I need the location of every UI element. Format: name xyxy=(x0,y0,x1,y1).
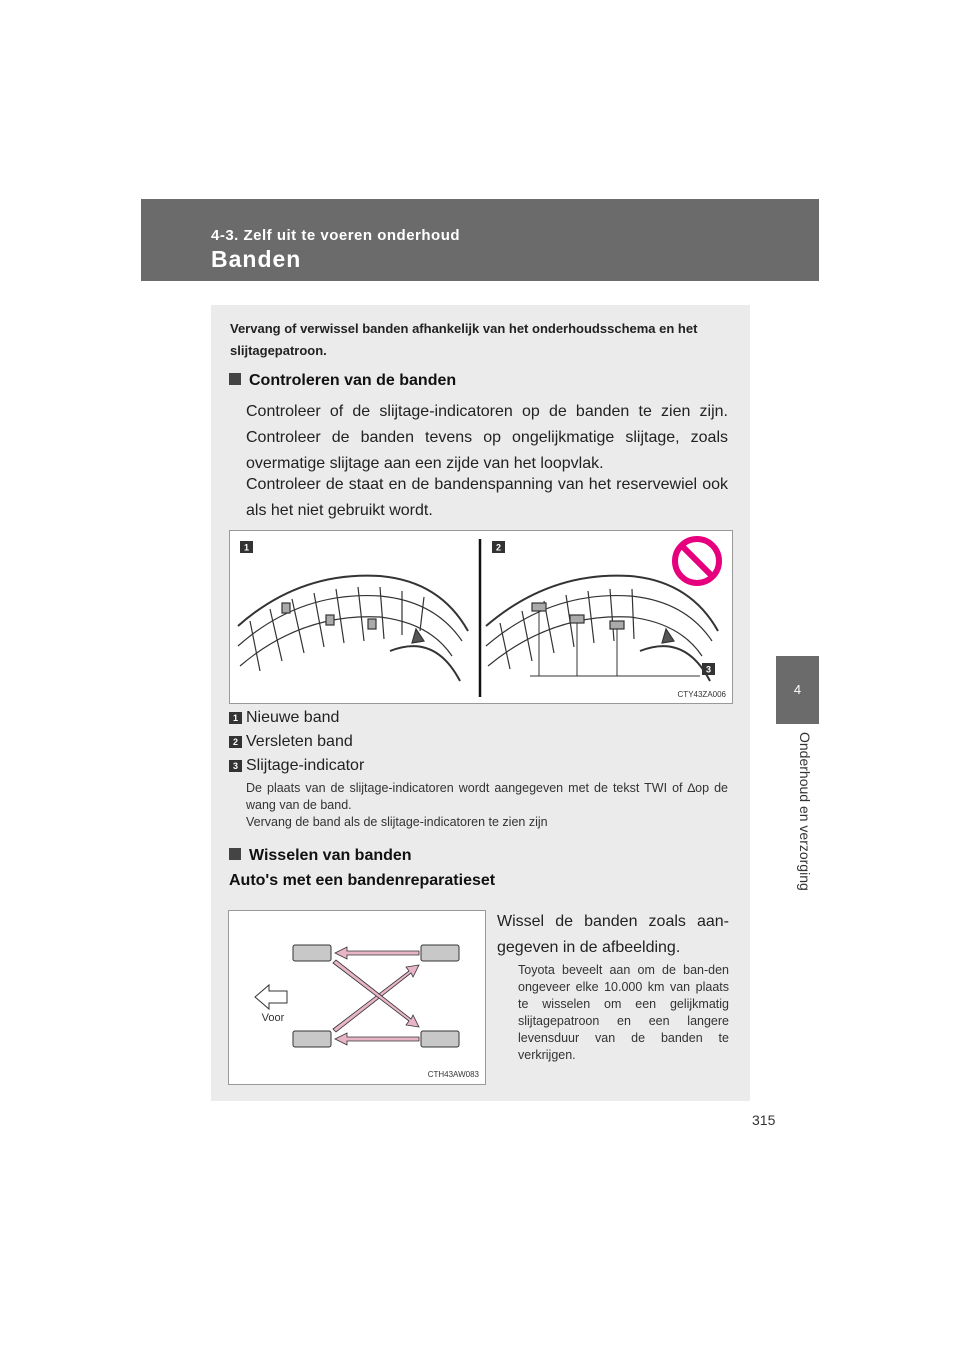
bullet-square-icon xyxy=(229,848,241,860)
front-arrow-icon xyxy=(255,985,287,1009)
tyre-wear-figure xyxy=(229,530,733,704)
heading-rotate-tyres xyxy=(229,847,412,865)
legend-new-tyre: Nieuwe band xyxy=(246,709,340,726)
page-title: Banden xyxy=(211,246,302,272)
heading-text: Wisselen van banden xyxy=(249,847,412,864)
wear-indicator-note xyxy=(246,780,728,831)
legend-wear-indicator: Slijtage-indicator xyxy=(246,757,365,774)
tyre-illustration xyxy=(230,531,732,703)
bullet-square-icon xyxy=(229,373,241,385)
badge-3-label: 3 xyxy=(705,664,712,675)
rotation-diagram xyxy=(229,911,485,1084)
chapter-side-label: Onderhoud en verzorging xyxy=(797,732,813,891)
note-line-1: De plaats van de slijtage-indicatoren wordt aangegeven met de tekst TWI of ∆op de wang van de band. xyxy=(246,781,728,812)
badge-2-label: 2 xyxy=(495,542,502,553)
front-label: Voor xyxy=(261,1012,285,1024)
chapter-tab: 4 xyxy=(776,656,819,724)
figure-code: CTY43ZA006 xyxy=(677,690,726,699)
intro-text: Vervang of verwissel banden afhankelijk van het onderhoudsschema en het slijtagepatroon. xyxy=(230,321,698,358)
rotation-arrow-icon xyxy=(333,947,419,1045)
new-tyre-icon xyxy=(238,576,468,681)
figure-code: CTH43AW083 xyxy=(427,1070,479,1079)
rotate-recommendation: Toyota beveelt aan om de ban-den ongeveer elke 10.000 km van plaats te wisselen om een gelijkmatig slijtagepatroon en een langere levensduur van de banden te verkrijgen. xyxy=(518,963,729,1062)
legend-badge-2: 2 xyxy=(229,736,242,748)
paragraph-spare: Controleer de staat en de bandenspanning van het reservewiel ook als het niet gebruikt wordt. xyxy=(246,476,728,519)
section-title: 4-3. Zelf uit te voeren onderhoud xyxy=(211,227,461,244)
badge-1-label: 1 xyxy=(243,542,250,553)
note-line-2: Vervang de band als de slijtage-indicatoren te zien zijn xyxy=(246,815,548,829)
paragraph-check: Controleer of de slijtage-indicatoren op de banden te zien zijn. Controleer de banden tevens op ongelijkmatige slijtage, zoals overmatige slijtage aan een zijde van het loopvlak. xyxy=(246,403,728,472)
legend-badge-1: 1 xyxy=(229,712,242,724)
legend-badge-3: 3 xyxy=(229,760,242,772)
heading-text: Controleren van de banden xyxy=(249,372,457,389)
worn-tyre-icon xyxy=(486,576,718,681)
tyre-rotation-figure xyxy=(228,910,486,1085)
heading-check-tyres xyxy=(229,372,456,390)
legend-worn-tyre: Versleten band xyxy=(246,733,353,750)
no-entry-icon xyxy=(675,539,719,583)
page-number: 315 xyxy=(752,1112,776,1128)
subheading-repair-kit: Auto's met een bandenreparatieset xyxy=(229,872,496,889)
chapter-header xyxy=(141,199,819,281)
rotate-instruction: Wissel de banden zoals aan-gegeven in de afbeelding. xyxy=(497,913,729,956)
